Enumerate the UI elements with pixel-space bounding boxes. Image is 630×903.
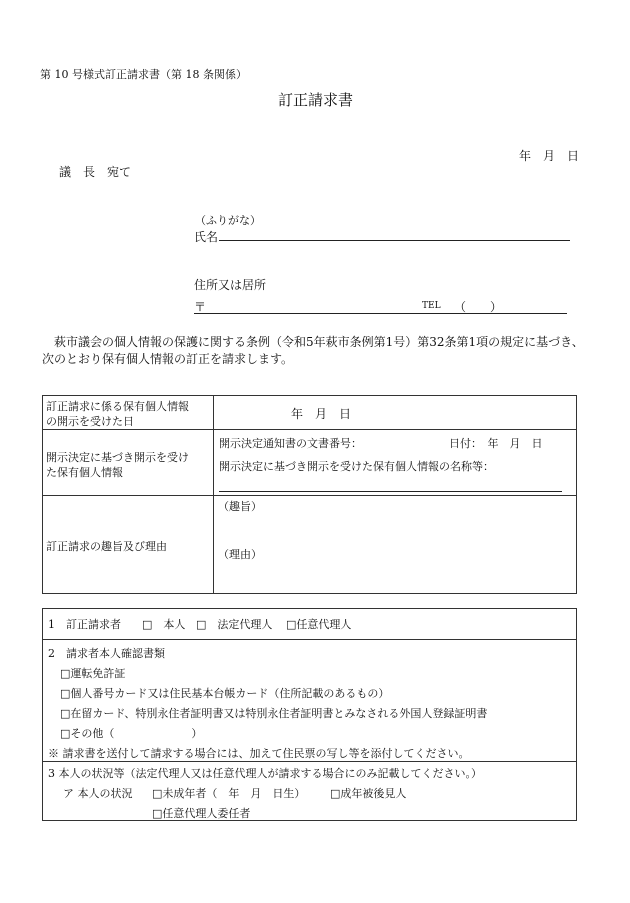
checkbox-my-number-card[interactable]: □個人番号カード又は住民基本台帳カード（住所記載のあるもの） bbox=[60, 687, 390, 700]
name-field[interactable] bbox=[219, 240, 570, 241]
reason-label: （理由） bbox=[218, 548, 262, 561]
notice-number-label: 開示決定通知書の文書番号： bbox=[219, 437, 362, 450]
disclosure-date-label-2: の開示を受けた日 bbox=[46, 415, 134, 428]
disclosure-date-value[interactable]: 年 月 日 bbox=[291, 407, 352, 421]
checkbox-residence-card[interactable]: □在留カード、特別永住者証明書又は特別永住者証明書とみなされる外国人登録証明書 bbox=[60, 707, 488, 720]
page-title: 訂正請求書 bbox=[278, 91, 354, 109]
section3-sub-label: ア 本人の状況 bbox=[63, 787, 133, 800]
disclosed-info-name-field[interactable] bbox=[219, 491, 562, 492]
addressee: 議 長 宛て bbox=[59, 165, 132, 179]
postal-mark: 〒 bbox=[194, 300, 207, 314]
table2-row-sep-1 bbox=[42, 639, 577, 640]
form-number: 第 10 号様式訂正請求書（第 18 条関係） bbox=[40, 68, 247, 81]
purpose-reason-label: 訂正請求の趣旨及び理由 bbox=[46, 540, 167, 553]
disclosed-info-label-1: 開示決定に基づき開示を受け bbox=[46, 451, 189, 464]
disclosed-info-label-2: た保有個人情報 bbox=[46, 466, 123, 479]
intro-line-1: 萩市議会の個人情報の保護に関する条例（令和5年萩市条例第1号）第32条第1項の規定に基づき、 bbox=[54, 335, 584, 349]
checkbox-voluntary-agent[interactable]: □任意代理人 bbox=[286, 618, 352, 631]
name-label: 氏名 bbox=[194, 230, 219, 244]
section3-label: 3 本人の状況等（法定代理人又は任意代理人が請求する場合にのみ記載してください。） bbox=[48, 767, 482, 780]
checkbox-adult-ward[interactable]: □成年被後見人 bbox=[330, 787, 407, 800]
section2-label: 2 請求者本人確認書類 bbox=[48, 647, 165, 660]
checkbox-self[interactable]: □ 本人 bbox=[142, 618, 186, 631]
checkbox-minor[interactable]: □未成年者（ 年 月 日生） bbox=[152, 787, 306, 800]
table1-row-sep-2 bbox=[42, 495, 577, 496]
furigana-label: （ふりがな） bbox=[195, 214, 261, 227]
notice-date-label: 日付： 年 月 日 bbox=[449, 437, 543, 450]
checkbox-drivers-license[interactable]: □運転免許証 bbox=[60, 667, 126, 680]
tel-paren: （ ） bbox=[454, 300, 503, 314]
tel-label: TEL bbox=[422, 301, 441, 311]
section1-label: 1 訂正請求者 bbox=[48, 618, 121, 631]
checkbox-voluntary-principal[interactable]: □任意代理人委任者 bbox=[152, 807, 251, 820]
checkbox-other[interactable]: □その他（ ） bbox=[60, 727, 203, 740]
section2-note: ※ 請求書を送付して請求する場合には、加えて住民票の写し等を添付してください。 bbox=[48, 747, 470, 760]
address-label: 住所又は居所 bbox=[194, 278, 267, 292]
date-line: 年 月 日 bbox=[519, 149, 580, 163]
purpose-label: （趣旨） bbox=[218, 500, 262, 513]
table1-row-sep-1 bbox=[42, 429, 577, 430]
disclosure-date-label-1: 訂正請求に係る保有個人情報 bbox=[46, 400, 189, 413]
intro-line-2: 次のとおり保有個人情報の訂正を請求します。 bbox=[42, 352, 294, 366]
checkbox-legal-agent[interactable]: □ 法定代理人 bbox=[196, 618, 273, 631]
disclosed-info-name-label: 開示決定に基づき開示を受けた保有個人情報の名称等： bbox=[219, 460, 494, 473]
address-field[interactable] bbox=[194, 313, 567, 314]
table2-row-sep-2 bbox=[42, 761, 577, 762]
